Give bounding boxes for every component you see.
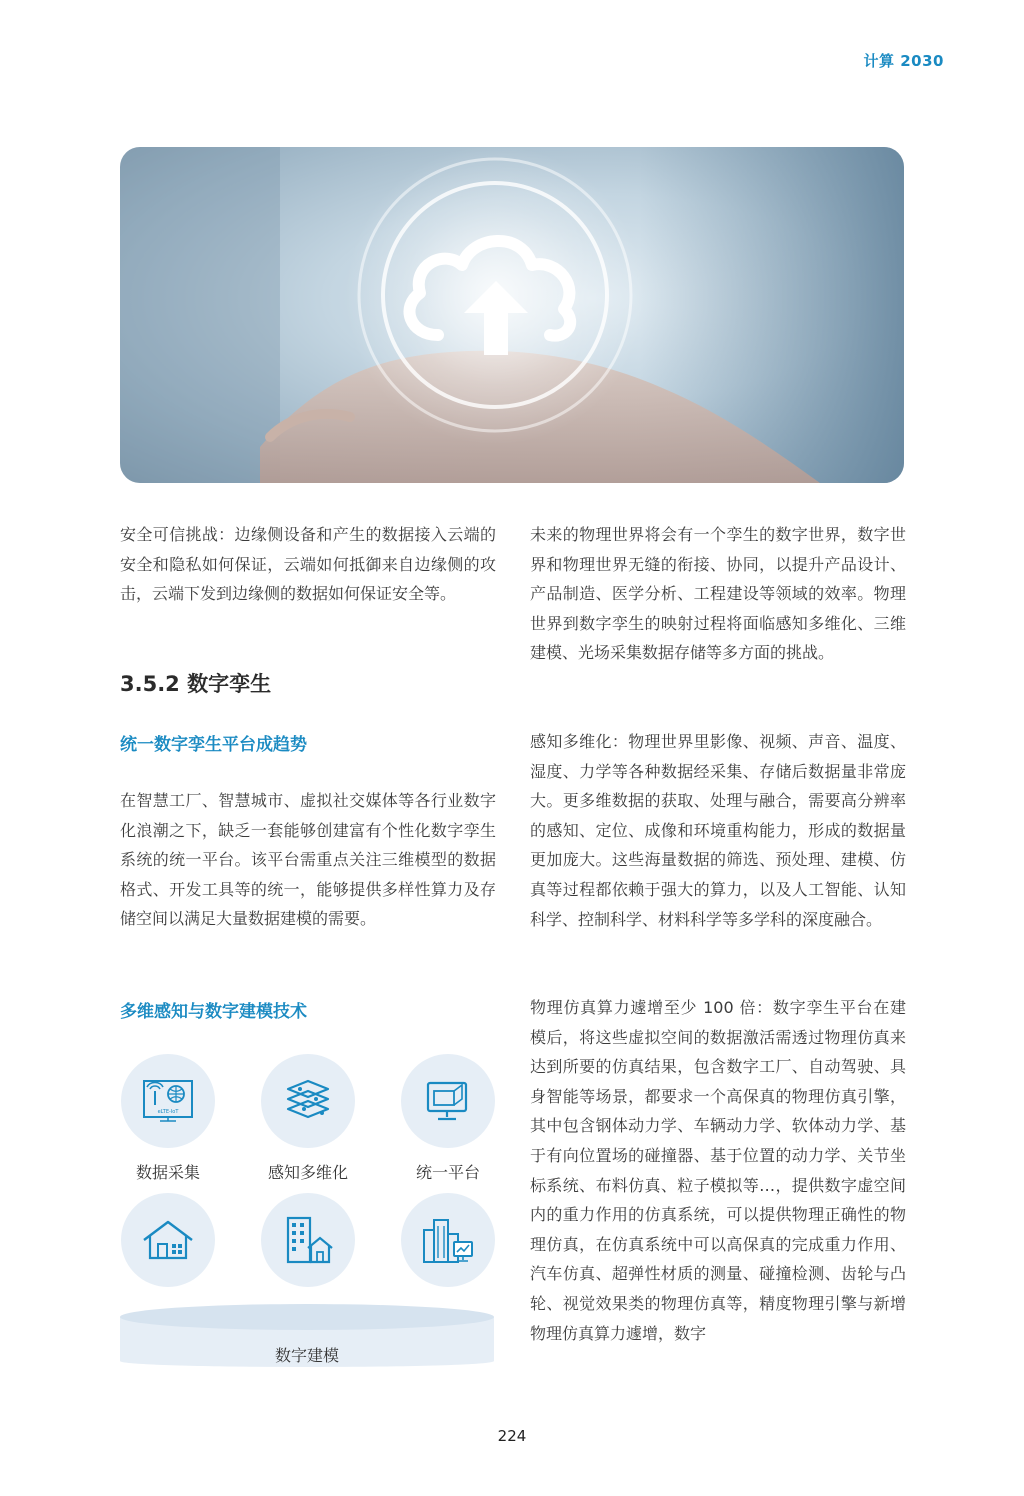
diagram-label-multidim-sensing: 感知多维化 <box>267 1163 348 1182</box>
city-icon <box>420 1214 476 1266</box>
right-paragraph-simulation: 物理仿真算力遽增至少 100 倍：数字孪生平台在建模后，将这些虚拟空间的数据激活需透过物理仿真来达到所要的仿真结果，包含数字工厂、自动驾驶、具身智能等场景，都要求一个高保真的物理仿真引擎，其中包含钢体动力学、车辆动力学、软体动力学、基于有向位置场的碰撞器、基于位置的动力学、关节坐标系统、布料仿真、粒子模拟等…，提供数字虚空间内的重力作用的仿真系统，可以提供物理正确性的物理仿真，在仿真系统中可以高保真的完成重力作用、汽车仿真、超弹性材质的测量、碰撞检测、齿轮与凸轮、视觉效果类的物理仿真等，精度物理引擎与新增物理仿真算力遽增，数字 <box>530 998 906 1343</box>
diagram-item-city <box>401 1193 495 1287</box>
diagram-item-unified-platform <box>401 1054 495 1183</box>
diagram-item-house <box>121 1193 215 1287</box>
page-number: 224 <box>497 1427 527 1445</box>
diagram-label-data-collection: 数据采集 <box>135 1163 200 1182</box>
subheading-unified-platform: 统一数字孪生平台成趋势 <box>120 735 307 755</box>
antenna-iot-icon <box>142 1079 194 1123</box>
hero-image <box>120 147 904 483</box>
left-paragraph-platform: 在智慧工厂、智慧城市、虚拟社交媒体等各行业数字化浪潮之下，缺乏一套能够创建富有个性化数字孪生系统的统一平台。该平台需重点关注三维模型的数据格式、开发工具等的统一，能够提供多样性算力及存储空间以满足大量数据建模的需要。 <box>120 791 496 929</box>
diagram-item-data-collection <box>121 1054 215 1183</box>
base-label: 数字建模 <box>274 1346 339 1365</box>
building-icon <box>282 1214 334 1266</box>
icon-chip-text: eLTE-IoT <box>157 1109 179 1115</box>
header-title: 计算 2030 <box>863 52 944 70</box>
diagram-label-unified-platform: 统一平台 <box>415 1163 480 1182</box>
left-paragraph-security: 安全可信挑战：边缘侧设备和产生的数据接入云端的安全和隐私如何保证，云端如何抵御来自边缘侧的攻击，云端下发到边缘侧的数据如何保证安全等。 <box>120 525 496 604</box>
house-icon <box>140 1218 196 1262</box>
section-title: 3.5.2 数字孪生 <box>120 672 272 696</box>
diagram-item-multidim-sensing <box>261 1054 355 1183</box>
subheading-sensing-modeling: 多维感知与数字建模技术 <box>120 1002 307 1022</box>
layers-icon <box>280 1077 336 1125</box>
diagram-item-building <box>261 1193 355 1287</box>
right-paragraph-digital-twin: 未来的物理世界将会有一个孪生的数字世界，数字世界和物理世界无缝的衔接、协同，以提升产品设计、产品制造、医学分析、工程建设等领域的效率。物理世界到数字孪生的映射过程将面临感知多维化、三维建模、光场采集数据存储等多方面的挑战。 <box>530 525 906 663</box>
cloud-upload-illustration <box>120 147 904 483</box>
digital-modeling-base <box>120 1303 494 1375</box>
monitor-icon <box>424 1079 472 1123</box>
right-paragraph-sensing: 感知多维化：物理世界里影像、视频、声音、温度、湿度、力学等各种数据经采集、存储后数据量非常庞大。更多维数据的获取、处理与融合，需要高分辨率的感知、定位、成像和环境重构能力，形成的数据量更加庞大。这些海量数据的筛选、预处理、建模、仿真等过程都依赖于强大的算力，以及人工智能、认知科学、控制科学、材料科学等多学科的深度融合。 <box>530 732 906 929</box>
